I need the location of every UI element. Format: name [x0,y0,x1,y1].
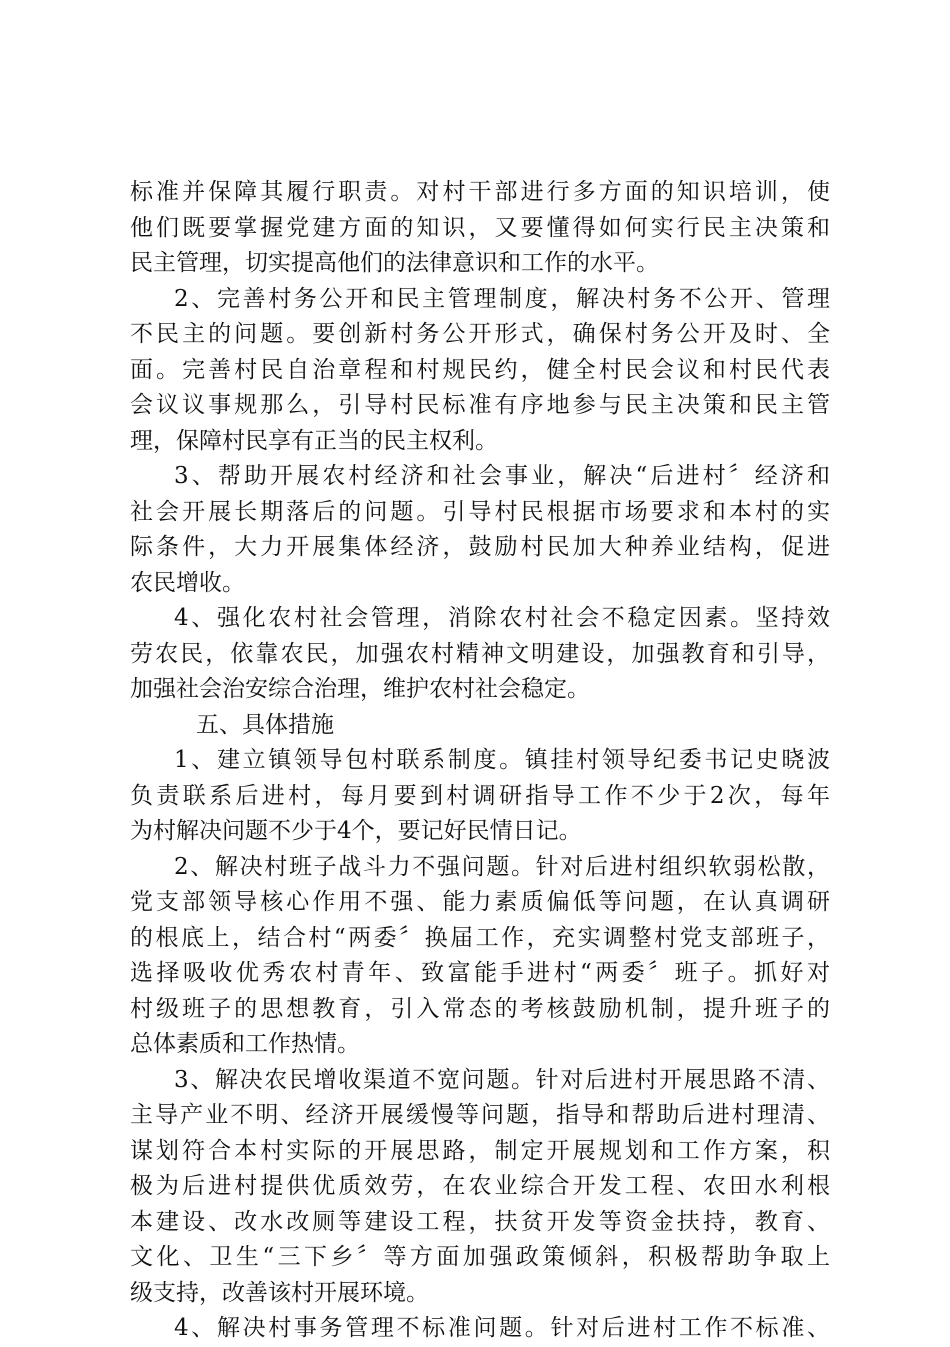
text-line: 级支持，改善该村开展环境。 [130,1279,429,1306]
text-line: 的根底上，结合村“两委〞换届工作，充实调整村党支部班子， [130,924,830,951]
text-line: 际条件，大力开展集体经济，鼓励村民加大种养业结构，促进 [130,534,830,560]
text-line: 农民增收。 [130,569,245,596]
text-line: 加强社会治安综合治理，维护农村社会稳定。 [130,676,590,702]
text-line: 1、建立镇领导包村联系制度。镇挂村领导纪委书记史晓波 [174,747,830,773]
text-line: 面。完善村民自治章程和村规民约，健全村民会议和村民代表 [130,356,830,383]
text-line: 他们既要掌握党建方面的知识，又要懂得如何实行民主决策和 [130,214,830,241]
text-line: 本建设、改水改厕等建设工程，扶贫开发等资金扶持，教育、 [130,1208,830,1235]
text-line: 3、帮助开展农村经济和社会事业，解决“后进村〞经济和 [174,463,830,489]
text-line: 4、强化农村社会管理，消除农村社会不稳定因素。坚持效 [174,605,830,631]
text-line: 村级班子的思想教育，引入常态的考核鼓励机制，提升班子的 [130,995,830,1022]
text-line: 会议议事规那么，引导村民标准有序地参与民主决策和民主管 [130,392,830,418]
text-line: 标准并保障其履行职责。对村干部进行多方面的知识培训，使 [130,179,830,205]
text-line: 党支部领导核心作用不强、能力素质偏低等问题，在认真调研 [130,889,830,915]
text-line: 社会开展长期落后的问题。引导村民根据市场要求和本村的实 [130,498,830,525]
text-line: 总体素质和工作热情。 [130,1031,360,1057]
text-line: 劳农民，依靠农民，加强农村精神文明建设，加强教育和引导， [130,640,830,667]
text-line: 负责联系后进村，每月要到村调研指导工作不少于2次，每年 [130,782,830,809]
text-line: 选择吸收优秀农村青年、致富能手进村“两委〞班子。抓好对 [130,960,830,986]
text-line: 为村解决问题不少于4个，要记好民情日记。 [130,818,582,844]
text-line: 主导产业不明、经济开展缓慢等问题，指导和帮助后进村理清、 [130,1102,830,1128]
text-line: 2、完善村务公开和民主管理制度，解决村务不公开、管理 [174,285,830,312]
section-heading: 五、具体措施 [196,711,334,738]
text-line: 民主管理，切实提高他们的法律意识和工作的水平。 [130,250,659,276]
text-line: 极为后进村提供优质效劳，在农业综合开发工程、农田水利根 [130,1173,830,1199]
text-line: 3、解决农民增收渠道不宽问题。针对后进村开展思路不清、 [174,1066,830,1093]
text-line: 文化、卫生“三下乡〞等方面加强政策倾斜，积极帮助争取上 [130,1244,830,1270]
text-line: 谋划符合本村实际的开展思路，制定开展规划和工作方案，积 [130,1137,830,1164]
text-line: 理，保障村民享有正当的民主权利。 [130,427,498,454]
text-line: 4、解决村事务管理不标准问题。针对后进村工作不标准、 [174,1315,830,1341]
text-line: 2、解决村班子战斗力不强问题。针对后进村组织软弱松散， [174,853,830,880]
text-line: 不民主的问题。要创新村务公开形式，确保村务公开及时、全 [130,321,830,347]
document-body [130,175,830,1347]
